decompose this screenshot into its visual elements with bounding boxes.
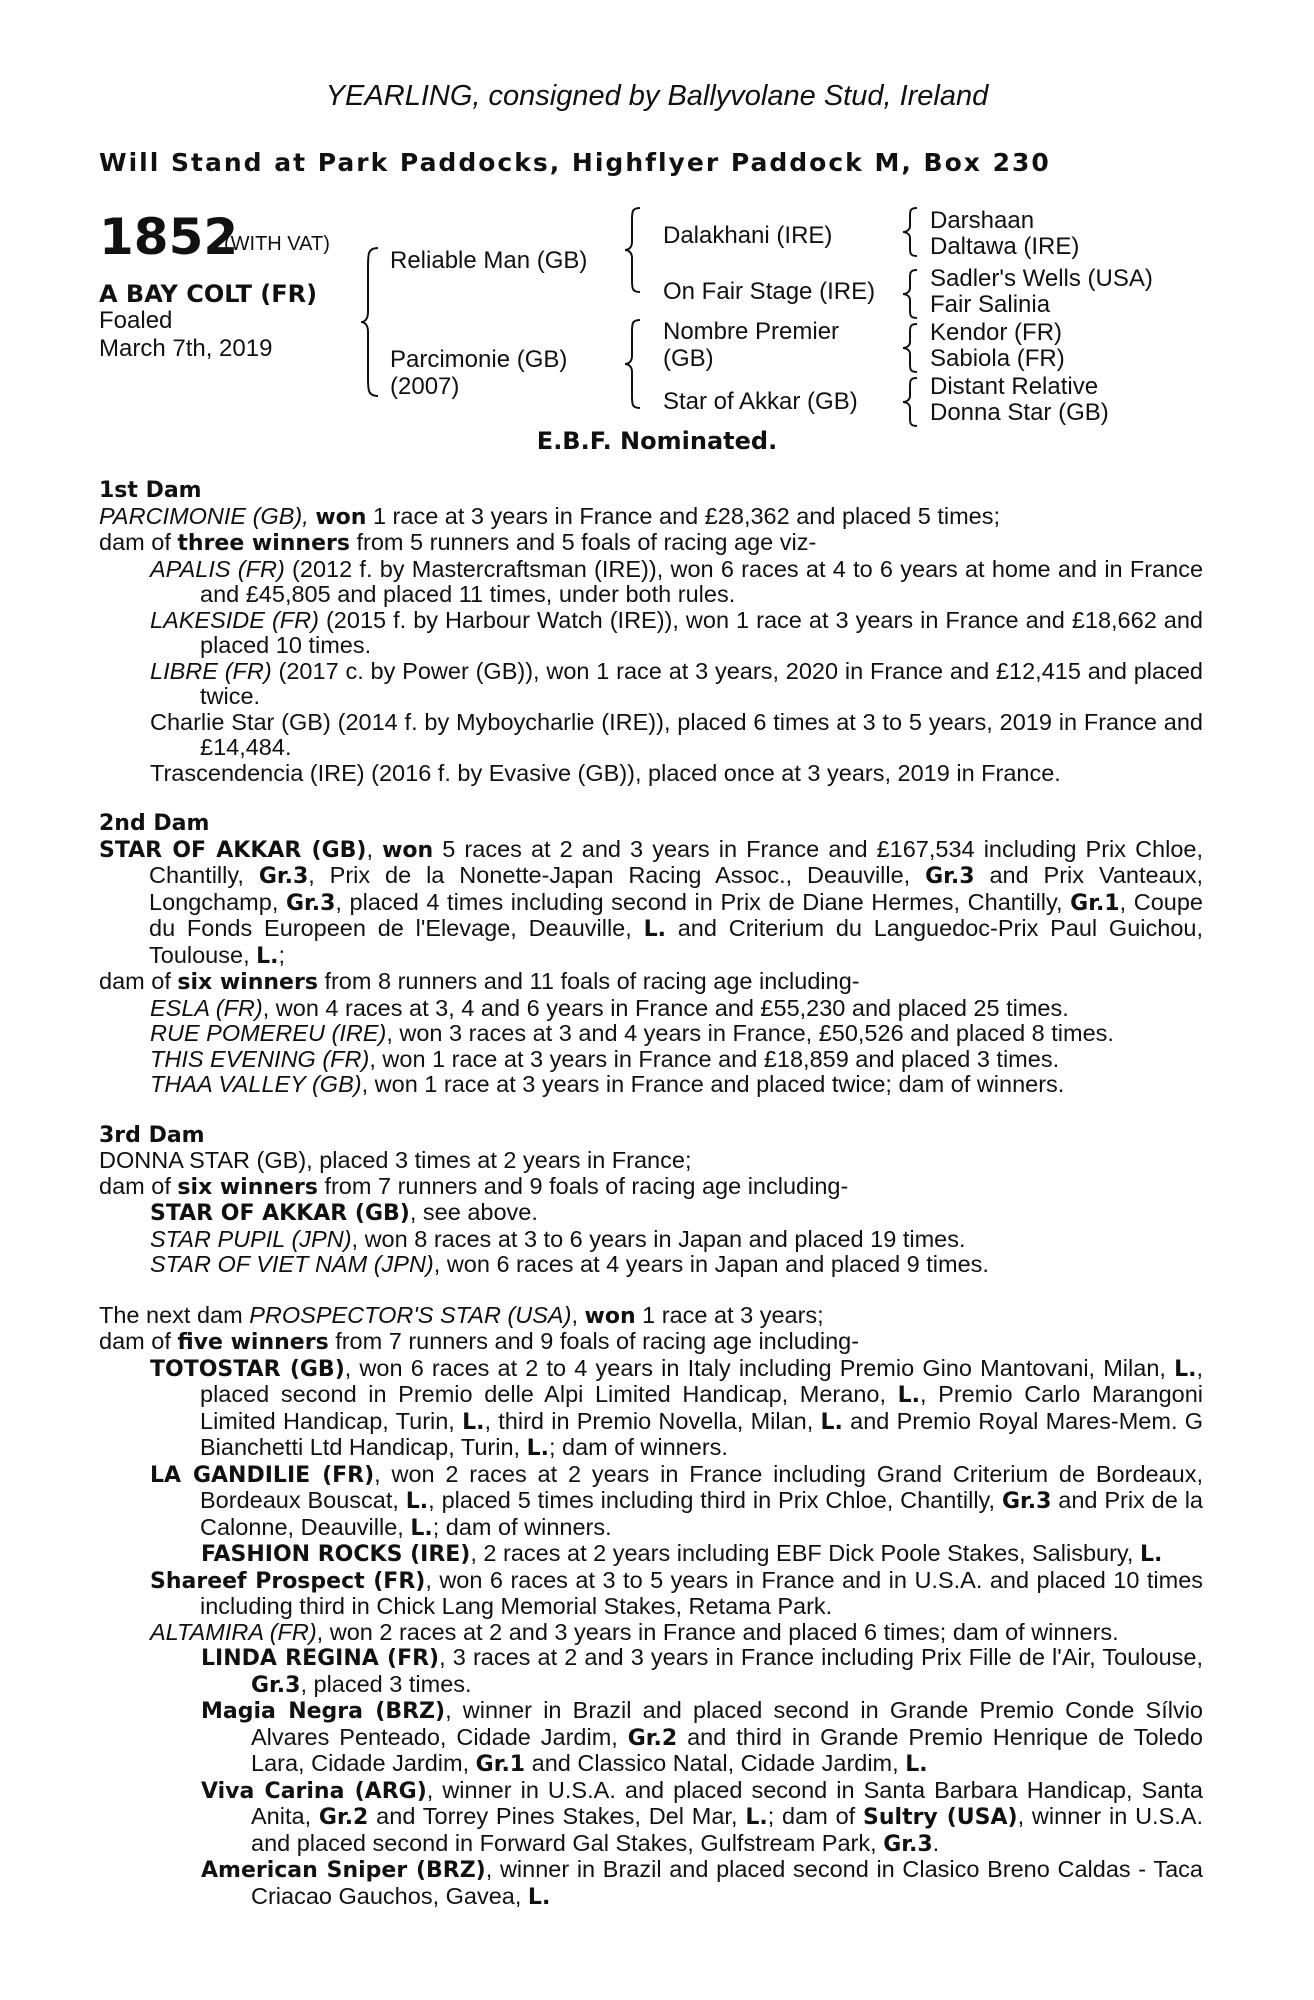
pedigree-dam-sire — [663, 318, 839, 372]
brace-dam-line — [624, 318, 646, 410]
second-dam-summary: dam of six winners from 8 runners and 11 foals of racing age including- — [99, 968, 860, 995]
produce-item: THIS EVENING (FR), won 1 race at 3 years in France and £18,859 and placed 3 times. — [150, 1045, 1060, 1072]
consignor-heading: YEARLING, consigned by Ballyvolane Stud, Ireland — [325, 80, 989, 112]
next-dam-summary: dam of five winners from 7 runners and 9 foals of racing age including- — [99, 1328, 860, 1355]
pedigree-g1: Darshaan — [930, 207, 1035, 234]
brace-g3 — [902, 322, 922, 374]
produce-item: STAR OF VIET NAM (JPN), won 6 races at 4 years in Japan and placed 9 times. — [150, 1251, 989, 1277]
pedigree-g5: Kendor (FR) — [930, 319, 1063, 346]
stand-location: Will Stand at Park Paddocks, Highflyer Paddock M, Box 230 — [99, 148, 1051, 177]
produce-item: LA GANDILIE (FR), won 2 races at 2 years in France including Grand Criterium de Bordeaux, Bordeaux Bouscat, L., placed 5 times including third in Prix Chloe, Chantilly, Gr.3 and Prix de la Calonne, Deauville, L.; dam of winners. — [150, 1460, 1203, 1541]
produce-item: American Sniper (BRZ), winner in Brazil and placed second in Clasico Breno Caldas - Taca Criacao Gauchos, Gavea, L. — [201, 1856, 1204, 1910]
pedigree-sire-dam: On Fair Stage (IRE) — [663, 278, 876, 305]
pedigree-dam-sire-country: (GB) — [663, 345, 714, 372]
produce-item: THAA VALLEY (GB), won 1 race at 3 years in France and placed twice; dam of winners. — [150, 1071, 1065, 1097]
pedigree-dam-year: (2007) — [390, 373, 460, 400]
lot-description: A BAY COLT (FR) — [99, 280, 318, 308]
first-dam-summary: dam of three winners from 5 runners and 5 foals of racing age viz- — [99, 529, 817, 556]
produce-item: APALIS (FR) (2012 f. by Mastercraftsman (IRE)), won 6 races at 4 to 6 years at home and in France and £45,805 and placed 11 times, under both rules. — [150, 555, 1204, 607]
produce-item: Viva Carina (ARG), winner in U.S.A. and placed second in Santa Barbara Handicap, Santa Anita, Gr.2 and Torrey Pines Stakes, Del Mar, L.; dam of Sultry (USA), winner in U.S.A. and placed second in Forward Gal Stakes, Gulfstream Park, Gr.3. — [201, 1776, 1203, 1857]
brace-sire-dam — [360, 246, 386, 398]
produce-item: Charlie Star (GB) (2014 f. by Myboycharlie (IRE)), placed 6 times at 3 to 5 years, 2019 in France and £14,484. — [150, 708, 1203, 760]
second-dam-name: STAR OF AKKAR (GB) — [99, 837, 367, 863]
third-dam-title: 3rd Dam — [99, 1122, 205, 1148]
produce-item: LAKESIDE (FR) (2015 f. by Harbour Watch (IRE)), won 1 race at 3 years in France and £18,662 and placed 10 times. — [150, 606, 1203, 658]
first-dam-name: PARCIMONIE (GB), — [99, 502, 309, 529]
brace-sire-line — [624, 206, 646, 294]
produce-item: RUE POMEREU (IRE), won 3 races at 3 and 4 years in France, £50,526 and placed 8 times. — [150, 1020, 1114, 1046]
pedigree-g4: Fair Salinia — [930, 291, 1051, 318]
produce-item: STAR PUPIL (JPN), won 8 races at 3 to 6 years in Japan and placed 19 times. — [150, 1225, 966, 1252]
ebf-nomination: E.B.F. Nominated. — [536, 427, 778, 455]
lot-number: 1852 — [99, 208, 239, 266]
produce-item: ALTAMIRA (FR), won 2 races at 2 and 3 years in France and placed 6 times; dam of winners. — [150, 1618, 1119, 1645]
first-dam-record: PARCIMONIE (GB), won 1 race at 3 years in France and £28,362 and placed 5 times; — [99, 502, 1001, 530]
pedigree-dam-dam: Star of Akkar (GB) — [663, 388, 858, 415]
third-dam-record: DONNA STAR (GB), placed 3 times at 2 years in France; — [99, 1147, 692, 1173]
pedigree-dam-name: Parcimonie (GB) — [390, 346, 568, 373]
pedigree-g6: Sabiola (FR) — [930, 345, 1065, 372]
pedigree-g2: Daltawa (IRE) — [930, 233, 1080, 260]
produce-item: Trascendencia (IRE) (2016 f. by Evasive (GB)), placed once at 3 years, 2019 in France. — [150, 759, 1061, 786]
catalogue-page — [99, 478, 1203, 1910]
produce-item: FASHION ROCKS (IRE), 2 races at 2 years including EBF Dick Poole Stakes, Salisbury, L. — [201, 1540, 1163, 1567]
produce-item: Magia Negra (BRZ), winner in Brazil and placed second in Grande Premio Conde Sílvio Alvares Penteado, Cidade Jardim, Gr.2 and third in Grande Premio Henrique de Toledo Lara, Cidade Jardim, Gr.1 and Classico Natal, Cidade Jardim, L. — [201, 1697, 1203, 1777]
pedigree-dam — [390, 346, 567, 400]
produce-item: LIBRE (FR) (2017 c. by Power (GB)), won 1 race at 3 years, 2020 in France and £12,415 and placed twice. — [150, 657, 1203, 709]
produce-item: ESLA (FR), won 4 races at 3, 4 and 6 years in France and £55,230 and placed 25 times. — [150, 994, 1069, 1021]
produce-item: TOTOSTAR (GB), won 6 races at 2 to 4 years in Italy including Premio Gino Mantovani, Milan, L., placed second in Premio delle Alpi Limited Handicap, Merano, L., Premio Carlo Marangoni Limited Handicap, Turin, L., third in Premio Novella, Milan, L. and Premio Royal Mares-Mem. G Bianchetti Ltd Handicap, Turin, L.; dam of winners. — [150, 1354, 1204, 1461]
pedigree-g7: Distant Relative — [930, 373, 1099, 400]
pedigree-sire-sire: Dalakhani (IRE) — [663, 222, 833, 249]
produce-item: Shareef Prospect (FR), won 6 races at 3 to 5 years in France and in U.S.A. and placed 10 times including third in Chick Lang Memorial Stakes, Retama Park. — [150, 1566, 1204, 1619]
second-dam-title: 2nd Dam — [99, 811, 210, 836]
foaled-info — [99, 307, 272, 363]
brace-g1 — [902, 206, 922, 258]
vat-note: (WITH VAT) — [224, 233, 330, 255]
pedigree-sire: Reliable Man (GB) — [390, 247, 588, 274]
produce-item: STAR OF AKKAR (GB), see above. — [150, 1199, 538, 1226]
foaled-date: March 7th, 2019 — [99, 335, 273, 362]
pedigree-g8: Donna Star (GB) — [930, 399, 1109, 426]
foaled-label: Foaled — [99, 307, 173, 334]
brace-g2 — [902, 268, 922, 320]
pedigree-g3: Sadler's Wells (USA) — [930, 265, 1153, 292]
brace-g4 — [902, 376, 922, 428]
third-dam-summary: dam of six winners from 7 runners and 9 foals of racing age including- — [99, 1172, 849, 1200]
pedigree-dam-sire-name: Nombre Premier — [663, 318, 840, 345]
second-dam-record: STAR OF AKKAR (GB), won 5 races at 2 and 3 years in France and £167,534 including Prix Chloe, Chantilly, Gr.3, Prix de la Nonette-Japan Racing Assoc., Deauville, Gr.3 and Prix Vanteaux, Longchamp, Gr.3, placed 4 times including second in Prix de Diane Hermes, Chantilly, Gr.1, Coupe du Fonds Europeen de l'Elevage, Deauville, L. and Criterium du Languedoc-Prix Paul Guichou, Toulouse, L.; — [99, 835, 1204, 969]
first-dam-title: 1st Dam — [99, 478, 202, 503]
produce-item: LINDA REGINA (FR), 3 races at 2 and 3 years in France including Prix Fille de l'Air, Toulouse, Gr.3, placed 3 times. — [201, 1644, 1203, 1698]
next-dam-record: The next dam PROSPECTOR'S STAR (USA), won 1 race at 3 years; — [99, 1301, 824, 1329]
